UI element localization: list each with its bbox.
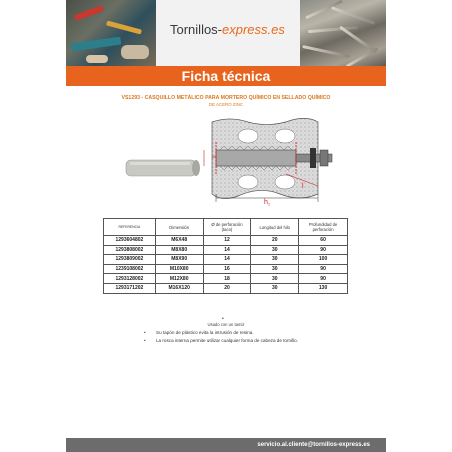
label-h1-main: h <box>264 199 268 206</box>
cell-dimension: M6X48 <box>155 236 203 246</box>
cell-dimension: M10X80 <box>155 264 203 274</box>
cell-dimension: M16X120 <box>155 283 203 293</box>
cell-drill-diameter: 18 <box>203 274 251 284</box>
label-diameter: Ød <box>212 155 217 159</box>
footer-email[interactable]: servicio.al.cliente@tornillos-express.es <box>66 438 386 452</box>
cell-reference: 1293128002 <box>104 274 156 284</box>
wall-section <box>212 118 332 198</box>
cell-drill-diameter: 20 <box>203 283 251 293</box>
cell-dimension: M8X90 <box>155 255 203 265</box>
product-material: DE ACERO ZINC <box>208 102 244 107</box>
sleeve-image <box>126 160 200 176</box>
product-diagram <box>120 114 360 206</box>
brand-accent: express.es <box>222 22 285 37</box>
cell-thread-length: 30 <box>251 255 299 265</box>
cell-drill-depth: 90 <box>299 264 348 274</box>
cell-drill-depth: 130 <box>299 283 348 293</box>
col-thread-length: Longitud del hilo <box>251 219 299 236</box>
table-row <box>104 236 348 246</box>
cell-thread-length: 30 <box>251 283 299 293</box>
cell-reference: 1293809002 <box>104 255 156 265</box>
cell-drill-depth: 60 <box>299 236 348 246</box>
usage-note: Usado con un tamiz <box>207 322 245 327</box>
cell-thread-length: 20 <box>251 236 299 246</box>
cell-reference: 1239108002 <box>104 264 156 274</box>
col-drill-diameter: Ø de perforación (taco) <box>203 219 251 236</box>
table-row <box>104 264 348 274</box>
cell-drill-depth: 90 <box>299 274 348 284</box>
cell-thread-length: 30 <box>251 274 299 284</box>
cell-drill-depth: 100 <box>299 255 348 265</box>
specs-table <box>103 218 348 294</box>
list-item: • La rosca interna permite utilizar cualquier forma de cabeza de tornillo. <box>150 338 380 343</box>
cell-drill-diameter: 14 <box>203 255 251 265</box>
table-header-row <box>104 219 348 236</box>
cell-dimension: M12X80 <box>155 274 203 284</box>
label-l: l <box>302 183 304 190</box>
brand-logo <box>170 22 285 37</box>
bullet-dot: • <box>222 316 224 322</box>
col-drill-depth: Profundidad de perforación <box>299 219 348 236</box>
header-photo-screws <box>300 0 386 66</box>
cell-reference: 1293171202 <box>104 283 156 293</box>
page-title: Ficha técnica <box>66 66 386 86</box>
feature-list <box>150 330 380 346</box>
table-row <box>104 283 348 293</box>
cell-thread-length: 30 <box>251 264 299 274</box>
cell-reference: 1293604802 <box>104 236 156 246</box>
cell-drill-diameter: 14 <box>203 245 251 255</box>
table-row <box>104 255 348 265</box>
brand-main: Tornillos- <box>170 22 223 37</box>
list-item: • Su tapón de plástico evita la intrusión de resina. <box>150 330 380 335</box>
cell-drill-depth: 90 <box>299 245 348 255</box>
header-photo-tools <box>66 0 156 66</box>
col-dimension: Dimensión <box>155 219 203 236</box>
product-title: VS1293 - CASQUILLO METÁLICO PARA MORTERO QUÍMICO EN SELLADO QUÍMICO <box>121 95 331 101</box>
cell-thread-length: 30 <box>251 245 299 255</box>
cell-drill-diameter: 16 <box>203 264 251 274</box>
cell-dimension: M8X80 <box>155 245 203 255</box>
table-row <box>104 274 348 284</box>
col-reference: REFERENCIA <box>104 219 156 236</box>
table-row <box>104 245 348 255</box>
cell-drill-diameter: 12 <box>203 236 251 246</box>
cell-reference: 1293808002 <box>104 245 156 255</box>
label-h1-sub: 1 <box>267 201 271 206</box>
label-h1 <box>264 199 271 206</box>
